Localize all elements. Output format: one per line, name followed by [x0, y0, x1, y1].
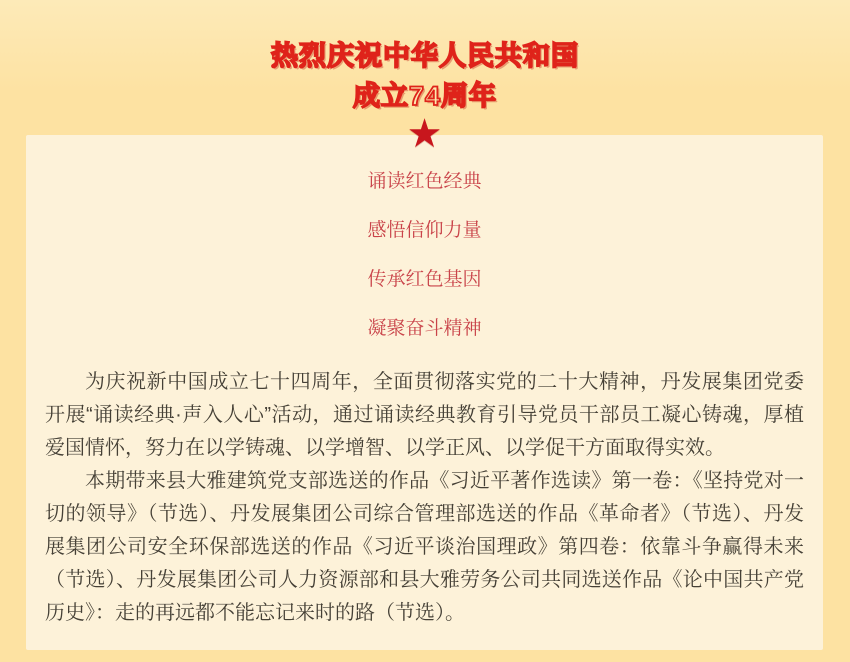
slogan-line: 诵读红色经典: [367, 171, 482, 192]
content-card: [26, 112, 823, 650]
slogan-line: 传承红色基因: [367, 269, 482, 290]
slogan-line: 凝聚奋斗精神: [367, 318, 482, 339]
page-title-line-1: 热烈庆祝中华人民共和国: [271, 41, 579, 71]
star-icon: ★: [406, 112, 443, 157]
slogan-line: 感悟信仰力量: [367, 220, 482, 241]
paragraph: 本期带来县大雅建筑党支部选送的作品《习近平著作选读》第一卷：《坚持党对一切的领导》（节选）、丹发展集团公司综合管理部选送的作品《革命者》（节选）、丹发展集团公司安全环保部选送的作品《习近平谈治国理政》第四卷：依靠斗争赢得未来（节选）、丹发展集团公司人力资源部和县大雅劳务公司共同选送作品《论中国共产党历史》：走的再远都不能忘记来时的路（节选）。: [45, 470, 804, 624]
slogan-block: [45, 171, 804, 340]
article-body: [45, 366, 804, 630]
page-header: [0, 0, 850, 116]
paragraph: 为庆祝新中国成立七十四周年，全面贯彻落实党的二十大精神，丹发展集团党委开展“诵读经典·声入人心”活动，通过诵读经典教育引导党员干部员工凝心铸魂，厚植爱国情怀，努力在以学铸魂、以学增智、以学正风、以学促干方面取得实效。: [45, 371, 804, 459]
page-title-line-2: 成立74周年: [352, 81, 498, 111]
